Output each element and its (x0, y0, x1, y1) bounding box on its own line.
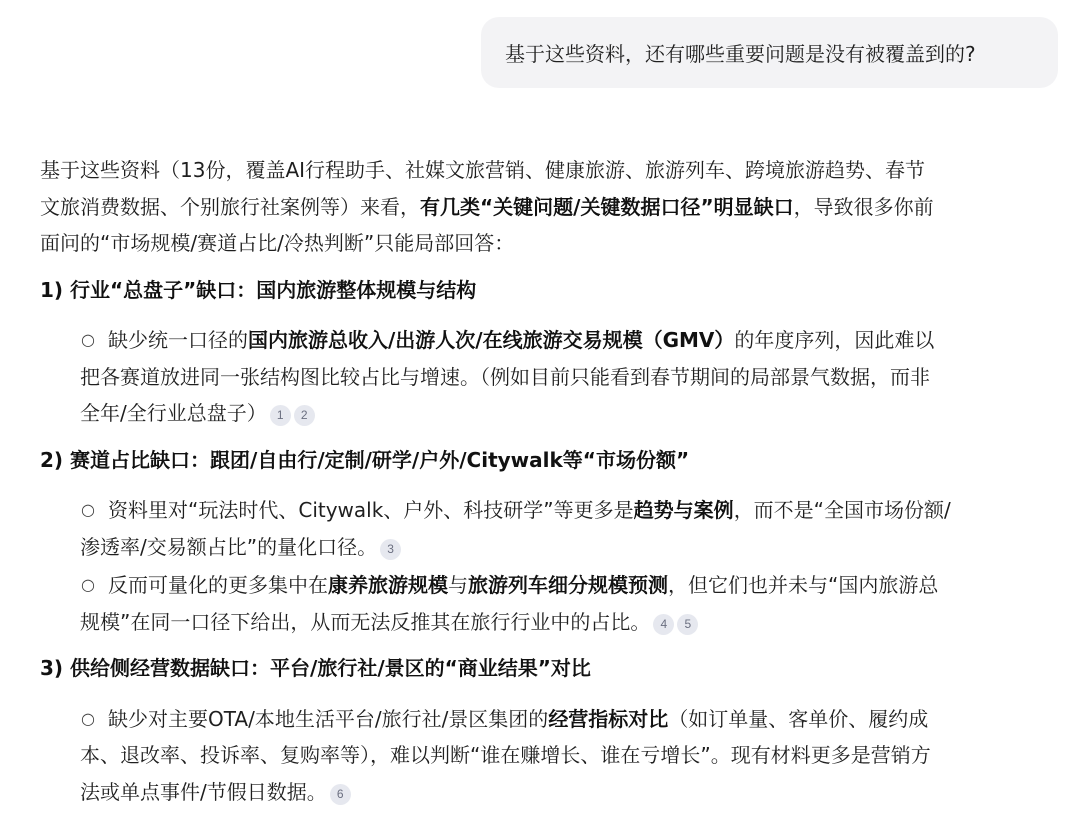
section-heading: 2) 赛道占比缺口：跟团/自由行/定制/研学/户外/Citywalk等“市场份额” (40, 447, 690, 472)
bullet-circle-icon: ○ (81, 500, 95, 519)
bullet-text (80, 567, 1040, 640)
bullet-text-segment: 缺少对主要OTA/本地生活平台/旅行社/景区集团的 (108, 706, 549, 731)
citation-badge[interactable]: 6 (330, 784, 351, 805)
bullet-bold-text: 趋势与案例 (633, 498, 734, 522)
user-message-text: 基于这些资料，还有哪些重要问题是没有被覆盖到的? (505, 42, 976, 66)
bullet-bold-text: 国内旅游总收入/出游人次/在线旅游交易规模（GMV） (248, 328, 735, 352)
bullet-bold-text: 康养旅游规模 (328, 573, 448, 597)
bullet-text-segment: 规模”在同一口径下给出，从而无法反推其在旅行行业中的占比。 (80, 609, 651, 634)
bullet-circle-icon: ○ (81, 575, 95, 594)
intro-line (40, 189, 1040, 226)
bullet-text-segment: 与 (448, 573, 468, 597)
bullet-circle-icon: ○ (81, 330, 95, 349)
assistant-answer (40, 152, 1040, 810)
bullet-text (80, 701, 1040, 811)
citation-badge[interactable]: 2 (294, 405, 315, 426)
bullet-text-segment: 缺少统一口径的 (108, 328, 248, 352)
citation-badge[interactable]: 1 (270, 405, 291, 426)
bullet-text (80, 492, 1040, 565)
bullet-text-segment: （如订单量、客单价、履约成 (668, 706, 929, 731)
intro-bold-text: 有几类“关键问题/关键数据口径”明显缺口 (420, 194, 794, 219)
bullet-text-segment: ，但它们也并未与“国内旅游总 (668, 573, 939, 597)
bullet-text-segment: 渗透率/交易额占比”的量化口径。 (80, 534, 378, 559)
bullet-text-segment: 把各赛道放进同一张结构图比较占比与增速。（例如目前只能看到春节期间的局部景气数据，而非 (80, 364, 930, 389)
bullet-text-segment: 法或单点事件/节假日数据。 (80, 779, 327, 804)
bullet-bold-text: 经营指标对比 (548, 706, 669, 731)
bullet-circle-icon: ○ (81, 708, 95, 728)
section-heading: 3) 供给侧经营数据缺口：平台/旅行社/景区的“商业结果”对比 (40, 656, 591, 680)
bullet-text-segment: 的年度序列，因此难以 (734, 328, 935, 352)
bullet-item (40, 701, 1040, 811)
bullet-item (40, 567, 1040, 640)
bullet-text-segment: 全年/全行业总盘子） (80, 401, 267, 425)
bullet-text-segment: 资料里对“玩法时代、Citywalk、户外、科技研学”等更多是 (108, 498, 634, 522)
intro-line: 面问的“市场规模/赛道占比/冷热判断”只能局部回答： (40, 231, 515, 255)
bullet-text (80, 322, 1040, 432)
bullet-text-segment: 反而可量化的更多集中在 (108, 573, 328, 597)
intro-line: 基于这些资料（13份，覆盖AI行程助手、社媒文旅营销、健康旅游、旅游列车、跨境旅游趋势、春节 (40, 158, 926, 182)
section-heading: 1) 行业“总盘子”缺口：国内旅游整体规模与结构 (40, 277, 477, 302)
bullet-item (40, 492, 1040, 565)
citation-badge[interactable]: 4 (653, 614, 674, 635)
intro-text: 文旅消费数据、个别旅行社案例等）来看， (40, 194, 420, 219)
intro-text: ，导致很多你前 (793, 194, 934, 219)
bullet-text-segment: 本、退改率、投诉率、复购率等），难以判断“谁在赚增长、谁在亏增长”。现有材料更多是营销方 (80, 743, 931, 767)
bullet-item (40, 322, 1040, 432)
citation-badge[interactable]: 5 (677, 614, 698, 635)
bullet-bold-text: 旅游列车细分规模预测 (468, 573, 668, 597)
citation-badge[interactable]: 3 (380, 539, 401, 560)
bullet-text-segment: ，而不是“全国市场份额/ (733, 498, 951, 522)
user-message-bubble (481, 17, 1058, 88)
intro-paragraph (40, 152, 1040, 262)
